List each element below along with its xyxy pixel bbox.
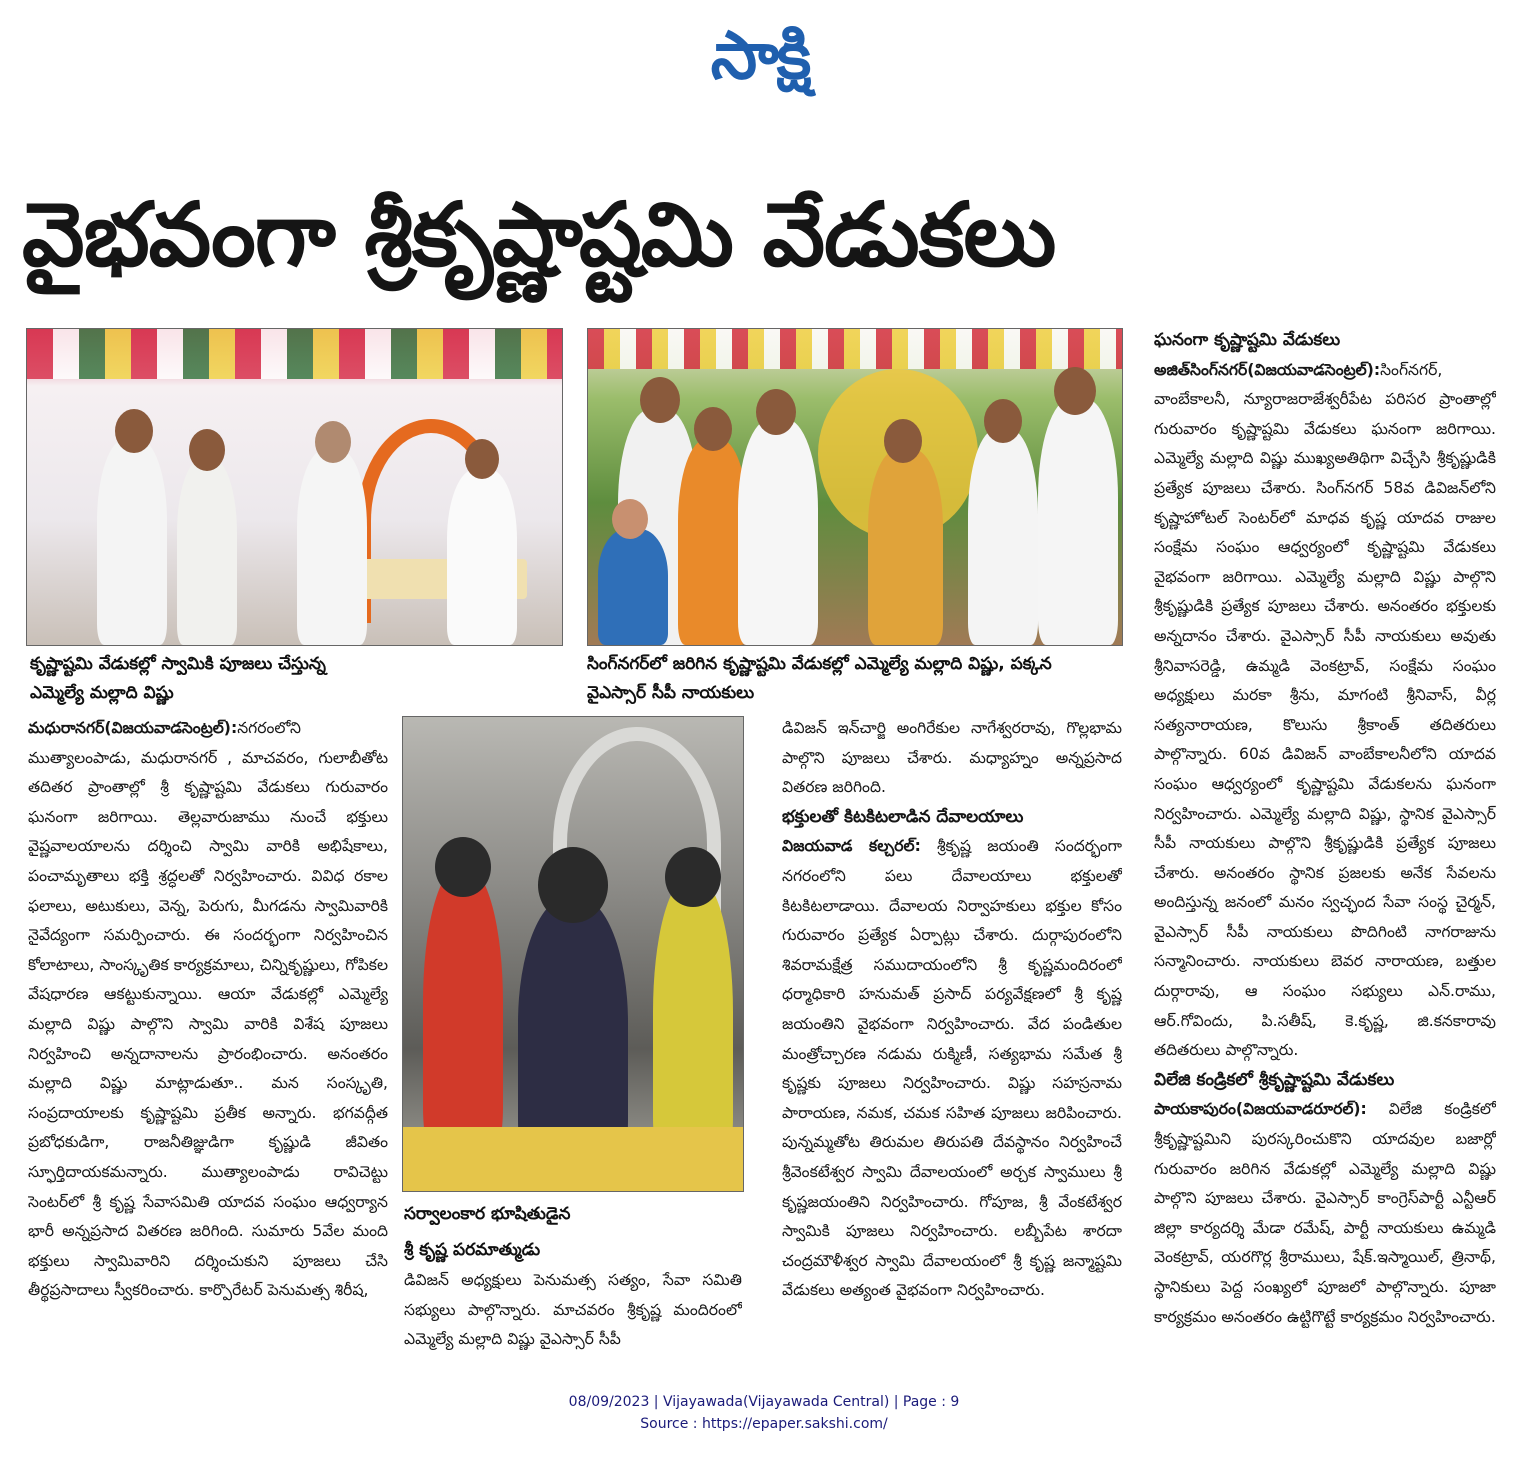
article2-subhead: భక్తులతో కిటకిటలాడిన దేవాలయాలు (782, 806, 1024, 827)
article-singnagar-column (1154, 326, 1496, 1356)
article4-place: పాయకాపురం(విజయవాడరూరల్‌): (1154, 1100, 1367, 1119)
right-photo-caption (587, 650, 1127, 708)
idol-caption-line2: శ్రీ కృష్ణ పరమాత్ముడు (404, 1240, 541, 1260)
photo-puja-scene (26, 328, 563, 646)
photo-leaders-group (587, 328, 1123, 646)
article4-subhead: విలేజి కండ్రికలో శ్రీకృష్ణాష్టమి వేడుకలు (1154, 1069, 1395, 1090)
sakshi-logo: సాక్షి (710, 16, 810, 94)
article1-cont-body: డివిజన్‌ ఇన్‌చార్జి అంగిరేకుల నాగేశ్వరరావు, గొల్లభామ పాల్గొని పూజలు చేశారు. మధ్యాహ్నం అన్నప్రసాద వితరణ జరిగింది. (782, 719, 1122, 797)
article3-place: అజిత్‌సింగ్‌నగర్‌(విజయవాడసెంట్రల్‌): (1154, 360, 1381, 379)
footer-source-link[interactable]: Source : https://epaper.sakshi.com/ (640, 1416, 888, 1432)
article2-place: విజయవాడ కల్చరల్‌: (782, 837, 921, 856)
right-caption-line1: సింగ్‌నగర్‌లో జరిగిన కృష్ణాష్టమి వేడుకల్లో ఎమ్మెల్యే మల్లాది విష్ణు, పక్కన (587, 654, 1052, 674)
article3-subhead: ఘనంగా కృష్ణాష్టమి వేడుకలు (1154, 330, 1341, 350)
footer-date-edition: 08/09/2023 | Vijayawada(Vijayawada Central) | Page : 9 (568, 1394, 960, 1410)
article2-body: శ్రీకృష్ణ జయంతి సందర్భంగా నగరంలోని పలు దేవాలయాలు భక్తులతో కిటకిటలాడాయి. దేవాలయ నిర్వాహకులు భక్తుల కోసం గురువారం ప్రత్యేక ఏర్పాట్లు చేశారు. దుర్గాపురంలోని శివరామక్షేత్ర సముదాయంలోని శ్రీ కృష్ణమందిరంలో ధర్మాధికారి హనుమత్‌ ప్రసాద్‌ పర్యవేక్షణలో శ్రీ కృష్ణ జయంతిని వైభవంగా నిర్వహించారు. వేద పండితుల మంత్రోచ్చారణ నడుమ రుక్మిణీ, సత్యభామ సమేత శ్రీ కృష్ణకు పూజలు నిర్వహించారు. విష్ణు సహస్రనామ పారాయణ, నమక, చమక సహిత పూజలు జరిపించారు. పున్నమ్మతోట తిరుమల తిరుపతి దేవస్థానం నిర్వహించే శ్రీవెంకటేశ్వర స్వామి దేవాలయంలో అర్చక స్వాములు శ్రీ కృష్ణజయంతిని నిర్వహించారు. గోపూజ, శ్రీ వేంకటేశ్వర స్వామికి పూజలు నిర్వహించారు. లబ్బీపేట శారదా చంద్రమౌళీశ్వర స్వామి దేవాలయంలో శ్రీ కృష్ణ జన్మాష్టమి వేడుకలు అత్యంత వైభవంగా నిర్వహించారు. (782, 837, 1122, 1300)
main-headline: వైభవంగా శ్రీకృష్ణాష్టమి వేడుకలు (22, 183, 1056, 286)
article1-continued: డివిజన్‌ అధ్యక్షులు పెనుమత్స సత్యం, సేవా సమితి సభ్యులు పాల్గొన్నారు. మాచవరం శ్రీకృష్ణ మందిరంలో ఎమ్మెల్యే మల్లాది విష్ణు వైఎస్సార్‌ సీపీ (404, 1271, 742, 1349)
article-madhuranagar-continued (404, 1266, 742, 1356)
article-madhuranagar (28, 714, 388, 1352)
left-photo-caption (30, 650, 570, 708)
photo-krishna-idols (402, 716, 744, 1192)
idol-photo-caption (404, 1196, 744, 1268)
article1-body: నగరంలోని ముత్యాలంపాడు, మధురానగర్‌ , మాచవరం, గులాబీతోట తదితర ప్రాంతాల్లో శ్రీ కృష్ణాష్టమి వేడుకలు గురువారం ఘనంగా జరిగాయి. తెల్లవారుజాము నుంచే భక్తులు వైష్ణవాలయాలను దర్శించి స్వామి వారికి అభిషేకాలు, పంచామృతాలు భక్తి శ్రద్ధలతో నిర్వహించారు. వివిధ రకాల ఫలాలు, అటుకులు, వెన్న, పెరుగు, మీగడను స్వామివారికి నైవేద్యంగా సమర్పించారు. ఈ సందర్భంగా నిర్వహించిన కోలాటాలు, సాంస్కృతిక కార్యక్రమాలు, చిన్నికృష్ణులు, గోపికల వేషధారణ ఆకట్టుకున్నాయి. ఆయా వేడుకల్లో ఎమ్మెల్యే మల్లాది విష్ణు పాల్గొని స్వామి వారికి విశేష పూజలు నిర్వహించి అన్నదానాలను ప్రారంభించారు. అనంతరం మల్లాది విష్ణు మాట్లాడుతూ.. మన సంస్కృతి, సంప్రదాయాలకు కృష్ణాష్టమి ప్రతీక అన్నారు. భగవద్గీత ప్రబోధకుడిగా, రాజనీతిజ్ఞుడిగా కృష్ణుడి జీవితం స్ఫూర్తిదాయకమన్నారు. ముత్యాలంపాడు రావిచెట్టు సెంటర్‌లో శ్రీ కృష్ణ సేవాసమితి యాదవ సంఘం ఆధ్వర్యాన భారీ అన్నప్రసాద వితరణ జరిగింది. సుమారు 5వేల మంది భక్తులు స్వామివారిని దర్శించుకుని పూజలు చేసి తీర్థప్రసాదాలు స్వీకరించారు. కార్పొరేటర్‌ పెనుమత్స శిరీష, (28, 719, 388, 1300)
article4-body: విలేజి కండ్రికలో శ్రీకృష్ణాష్టమిని పురస్కరించుకొని యాదవుల బజార్లో గురువారం జరిగిన వేడుకల్లో ఎమ్మెల్యే మల్లాది విష్ణు పాల్గొని పూజలు చేశారు. వైఎస్సార్‌ కాంగ్రెస్‌పార్టీ ఎన్టీఆర్‌ జిల్లా కార్యదర్శి మేడా రమేష్‌, పార్టీ నాయకులు ఉమ్మడి వెంకట్రావ్‌, యరగొర్ల శ్రీరాములు, షేక్‌.ఇస్మాయిల్‌, త్రినాథ్‌, స్థానికులు పెద్ద సంఖ్యలో పూజలో పాల్గొన్నారు. పూజా కార్యక్రమం అనంతరం ఉట్టిగొట్టే కార్యక్రమం నిర్వహించారు. (1154, 1100, 1496, 1326)
article3-body: సింగ్‌నగర్‌, వాంబేకాలనీ, న్యూరాజరాజేశ్వరీపేట పరిసర ప్రాంతాల్లో గురువారం కృష్ణాష్టమి వేడుకలు ఘనంగా జరిగాయి. ఎమ్మెల్యే మల్లాది విష్ణు ముఖ్యఅతిథిగా విచ్చేసి శ్రీకృష్ణుడికి ప్రత్యేక పూజలు చేశారు. సింగ్‌నగర్‌ 58వ డివిజన్‌లోని కృష్ణాహోటల్‌ సెంటర్‌లో మాధవ కృష్ణ యాదవ రాజుల సంక్షేమ సంఘం ఆధ్వర్యంలో కృష్ణాష్టమి వేడుకలు వైభవంగా జరిగాయి. ఎమ్మెల్యే మల్లాది విష్ణు పాల్గొని శ్రీకృష్ణుడికి ప్రత్యేక పూజలు చేశారు. అనంతరం భక్తులకు అన్నదానం చేశారు. వైఎస్సార్‌ సీపీ నాయకులు అవుతు శ్రీనివాసరెడ్డి, ఉమ్మడి వెంకట్రావ్‌, సంక్షేమ సంఘం అధ్యక్షులు మరకా శ్రీను, మాగంటి శ్రీనివాస్‌, వీర్ల సత్యనారాయణ, కొలుసు శ్రీకాంత్‌ తదితరులు పాల్గొన్నారు. 60వ డివిజన్‌ వాంబేకాలనీలోని యాదవ సంఘం ఆధ్వర్యంలో కృష్ణాష్టమి వేడుకలను ఘనంగా నిర్వహించారు. ఎమ్మెల్యే మల్లాది విష్ణు, స్థానిక వైఎస్సార్‌ సీపీ నాయకులు పాల్గొని శ్రీకృష్ణుడికి ప్రత్యేక పూజలు చేశారు. అనంతరం స్థానిక ప్రజలకు అనేక సేవలను అందిస్తున్న జనంలో మనం స్వచ్ఛంద సేవా సంస్థ చైర్మన్‌, వైఎస్సార్‌ సీపీ నాయకులు పొదిగింటి నాగరాజును సన్మానించారు. నాయకులు బెవర నారాయణ, బత్తుల దుర్గారావు, ఆ సంఘం సభ్యులు ఎన్‌.రాము, ఆర్‌.గోవిందు, పి.సతీష్‌, కె.కృష్ణ, జి.కనకారావు తదితరులు పాల్గొన్నారు. (1154, 360, 1496, 1060)
right-caption-line2: వైఎస్సార్‌ సీపీ నాయకులు (587, 683, 755, 703)
article-culture-column (782, 714, 1122, 1356)
article1-place: మధురానగర్‌(విజయవాడసెంట్రల్‌): (28, 719, 238, 737)
left-caption-line1: కృష్ణాష్టమి వేడుకల్లో స్వామికి పూజలు చేస్తున్న (30, 654, 326, 674)
left-caption-line2: ఎమ్మెల్యే మల్లాది విష్ణు (30, 683, 174, 703)
idol-caption-line1: సర్వాలంకార భూషితుడైన (404, 1204, 571, 1224)
